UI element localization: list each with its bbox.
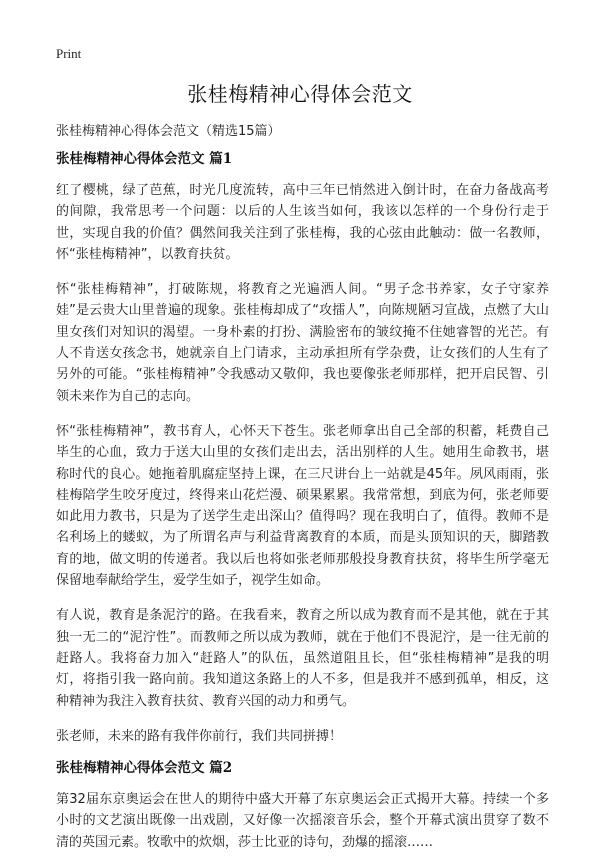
- page-title: 张桂梅精神心得体会范文: [187, 82, 413, 106]
- paragraph: 怀“张桂梅精神”，打破陈规，将教育之光遍洒人间。“男子念书养家，女子守家养娃”是云贵大山里普遍的现象。张桂梅却成了“攻擂人”，向陈规陋习宣战，点燃了大山里女孩们对知识的渴望。一身朴素的打扮、满脸密布的皱纹掩不住她睿智的光芒。有人不肯送女孩念书，她就亲自上门请求，主动承担所有学杂费，让女孩们的人生有了另外的可能。“张桂梅精神”令我感动又敬仰，我也要像张老师那样，把开启民智、引领未来作为自己的志向。: [56, 282, 549, 404]
- article-body: [56, 150, 549, 867]
- section-heading-1: 张桂梅精神心得体会范文 篇1: [56, 151, 233, 167]
- paragraph: 第32届东京奥运会在世人的期待中盛大开幕了东京奥运会正式揭开大幕。持续一个多小时的文艺演出既像一出戏剧，又好像一次摇滚音乐会，整个开幕式演出贯穿了数不清的英国元素。牧歌中的炊烟，莎士比亚的诗句，劲爆的摇滚……: [56, 792, 549, 850]
- paragraph: 怀“张桂梅精神”，教书育人，心怀天下苍生。张老师拿出自己全部的积蓄，耗费自己毕生的心血，致力于送大山里的女孩们走出去，活出别样的人生。她用生命教书，堪称时代的良心。她拖着肌腐症坚持上课，在三尺讲台上一站就是45年。夙风雨雨，张桂梅陪学生咬牙度过，终得来山花烂漫、硕果累累。我常常想，到底为何，张老师要如此用力教书，只是为了送学生走出深山？值得吗？现在我明白了，值得。教师不是名利场上的蝼蚁，为了所谓名声与利益背离教育的本质，而是头顶知识的天，脚踏教育的地，做文明的传递者。我以后也将如张老师那般投身教育扶贫，将毕生所学毫无保留地奉献给学生，爱学生如子，视学生如命。: [56, 423, 549, 589]
- document-subtitle: 张桂梅精神心得体会范文（精选15篇）: [56, 124, 281, 139]
- paragraph: 张老师，未来的路有我伴你前行，我们共同拼搏！: [56, 728, 343, 744]
- section-heading-2: 张桂梅精神心得体会范文 篇2: [56, 760, 233, 777]
- print-link[interactable]: Print: [56, 46, 82, 61]
- paragraph: 红了樱桃，绿了芭蕉，时光几度流转，高中三年已悄然进入倒计时，在奋力备战高考的间隙，我常思考一个问题：以后的人生该当如何，我该以怎样的一个身份行走于世，实现自我的价值？偶然间我关注到了张桂梅，我的心弦由此触动：做一名教师，怀“张桂梅精神”，以教育扶贫。: [56, 183, 549, 262]
- paragraph: 有人说，教育是条泥泞的路。在我看来，教育之所以成为教育而不是其他，就在于其独一无二的“泥泞性”。而教师之所以成为教师，就在于他们不畏泥泞，是一往无前的赶路人。我将奋力加入“赶路人”的队伍，虽然道阻且长，但“张桂梅精神”是我的明灯，将指引我一路向前。我知道这条路上的人不多，但是我并不感到孤单，相反，这种精神为我注入教育扶贫、教育兴国的动力和勇气。: [56, 608, 549, 709]
